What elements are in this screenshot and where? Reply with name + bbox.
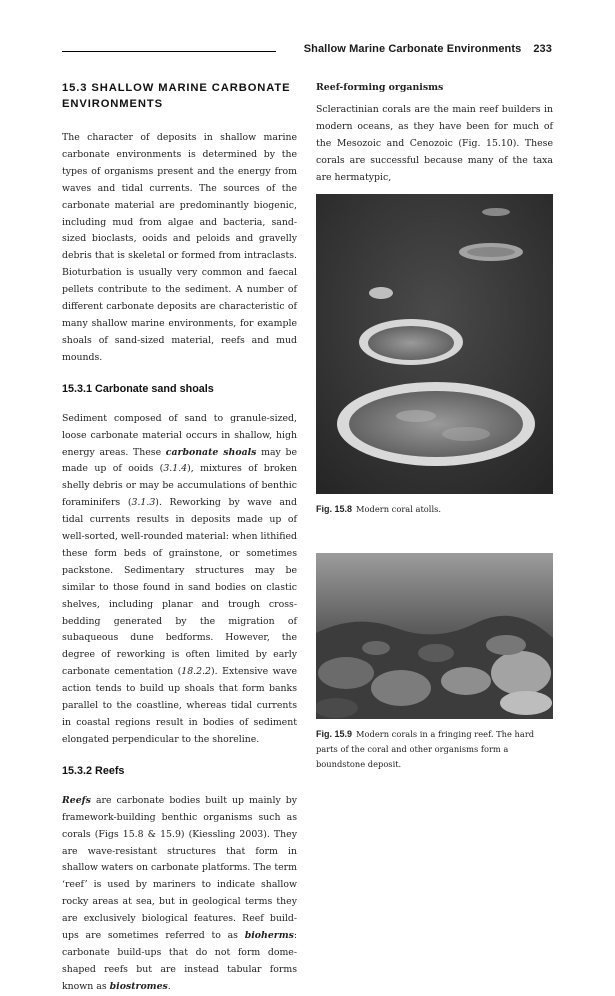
page-number: 233 <box>533 43 552 55</box>
figure-caption-text: Modern coral atolls. <box>356 504 441 515</box>
intro-paragraph: The character of deposits in shallow marine carbonate environments is determined by the types of organisms present and the energy from waves and tidal currents. The sources of the carbonate material are predominantly biogenic, including mud from algae and bacteria, sand-sized bioclasts, ooids and peloids and gravelly debris that is skeletal or formed from intraclasts. Bioturbation is usually very common and faecal pellets contribute to the sediment. A number of different carbonate deposits are characteristic of many shallow marine environments, for example shoals of sand-sized material, reefs and mud mounds. <box>62 132 297 363</box>
figure-label: Fig. 15.8 <box>316 504 353 515</box>
figure-caption <box>316 727 553 772</box>
cross-ref: 3.1.4 <box>163 463 188 475</box>
subsection-heading-shoals: 15.3.1 Carbonate sand shoals <box>62 382 214 395</box>
term-reefs: Reefs <box>62 794 91 806</box>
reef-organisms-paragraph: Scleractinian corals are the main reef builders in modern oceans, as they have been for much of the Mesozoic and Cenozoic (Fig. 15.10). These corals are successful because many of the taxa are hermatypic, <box>316 103 553 183</box>
cross-ref: 18.2.2 <box>181 666 212 678</box>
coral-atolls-photo <box>316 194 553 494</box>
figure-caption <box>316 502 553 517</box>
cross-ref: 3.1.3 <box>131 497 156 509</box>
term-bioherms: bioherms <box>244 930 294 942</box>
running-head-title: Shallow Marine Carbonate Environments <box>303 43 522 55</box>
header-rule <box>62 51 276 52</box>
running-head <box>304 43 552 55</box>
term-biostromes: biostromes <box>109 980 168 992</box>
shoals-paragraph: Sediment composed of sand to granule-sized, loose carbonate material occurs in shallow, high energy areas. These carbonate shoals may be made up of ooids (3.1.4), mixtures of broken shelly debris or may be accumulations of benthic foraminifers (3.1.3). Reworking by wave and tidal currents results in deposits made up of well-sorted, well-rounded material: when lithified these form beds of grainstone, or sometimes packstone. Sedimentary structures may be similar to those found in sand bodies on clastic shelves, including planar and trough cross-bedding generated by the migration of subaqueous dune bedforms. However, the degree of reworking is often limited by early carbonate cementation (18.2.2). Extensive wave action tends to build up shoals that form banks parallel to the coastline, whereas tidal currents in coastal regions result in bodies of sediment elongated perpendicular to the shoreline. <box>62 412 297 745</box>
figure-coral-atolls <box>316 194 553 494</box>
section-heading: 15.3 SHALLOW MARINE CARBONATE ENVIRONMENTS <box>62 82 291 110</box>
figure-label: Fig. 15.9 <box>316 729 353 740</box>
left-column <box>62 80 297 996</box>
subsection-heading-reefs: 15.3.2 Reefs <box>62 764 125 777</box>
term-carbonate-shoals: carbonate shoals <box>165 446 257 458</box>
right-column <box>316 80 553 772</box>
reefs-paragraph: Reefs are carbonate bodies built up mainly by framework-building benthic organisms such as corals (Figs 15.8 & 15.9) (Kiessling 2003). They are wave-resistant structures that form in shallow waters on carbonate platforms. The term ‘reef’ is used by mariners to indicate shallow rocky areas at sea, but in geological terms they are exclusively biological features. Reef build-ups are sometimes referred to as bioherms: carbonate build-ups that do not form dome-shaped reefs but are instead tabular forms known as biostromes. <box>62 794 297 992</box>
figure-caption-text: Modern corals in a fringing reef. The hard parts of the coral and other organisms form a boundstone deposit. <box>316 729 535 770</box>
fringing-reef-photo <box>316 553 553 719</box>
figure-fringing-reef <box>316 553 553 719</box>
paragraph-heading: Reef-forming organisms <box>316 82 444 93</box>
